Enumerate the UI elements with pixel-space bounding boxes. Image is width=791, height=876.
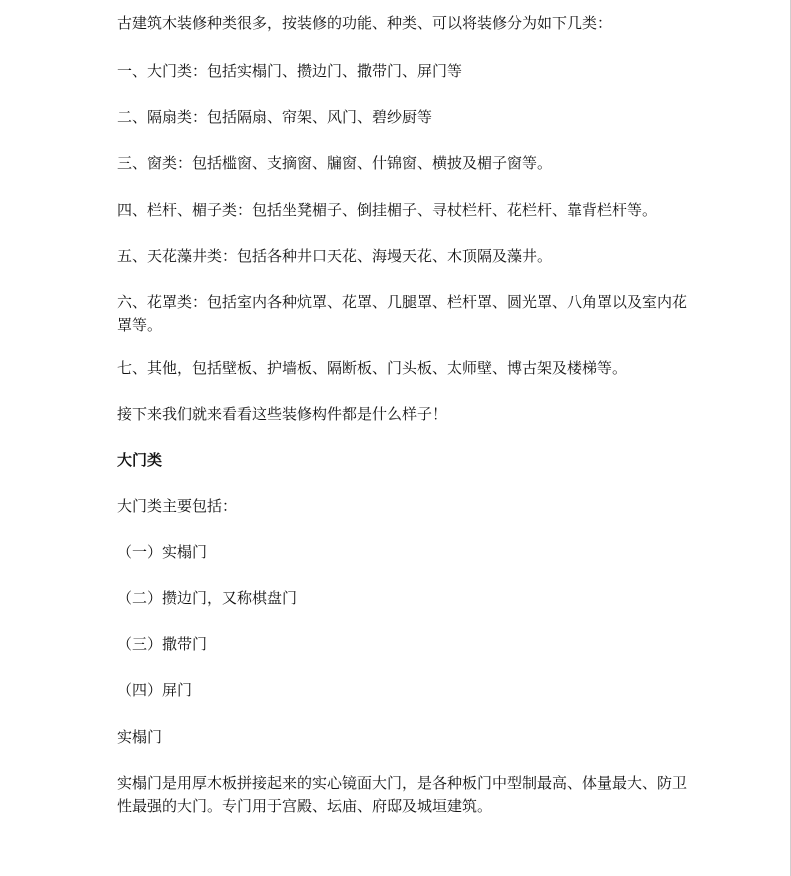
category-item: 四、栏杆、楣子类：包括坐凳楣子、倒挂楣子、寻杖栏杆、花栏杆、靠背栏杆等。 (117, 201, 658, 219)
door-type-item: （一）实榻门 (117, 543, 208, 561)
section-heading: 大门类 (117, 451, 163, 469)
subheading: 实榻门 (117, 728, 163, 746)
category-item: 六、花罩类：包括室内各种炕罩、花罩、几腿罩、栏杆罩、圆光罩、八角罩以及室内花罩等。 (117, 293, 688, 334)
category-item: 三、窗类：包括槛窗、支摘窗、牖窗、什锦窗、横披及楣子窗等。 (117, 154, 553, 172)
door-type-item: （三）撒带门 (117, 635, 208, 653)
category-item: 一、大门类：包括实榻门、攒边门、撒带门、屏门等 (117, 62, 463, 80)
door-type-item: （二）攒边门，又称棋盘门 (117, 589, 298, 607)
lead-in-paragraph: 接下来我们就来看看这些装修构件都是什么样子！ (117, 405, 448, 423)
category-item: 五、天花藻井类：包括各种井口天花、海墁天花、木顶隔及藻井。 (117, 247, 553, 265)
intro-paragraph: 古建筑木装修种类很多，按装修的功能、种类、可以将装修分为如下几类： (117, 14, 613, 32)
category-item: 七、其他，包括壁板、护墙板、隔断板、门头板、太师壁、博古架及楼梯等。 (117, 359, 628, 377)
section-intro: 大门类主要包括： (117, 497, 238, 515)
category-item: 二、隔扇类：包括隔扇、帘架、风门、碧纱厨等 (117, 108, 433, 126)
door-type-item: （四）屏门 (117, 681, 193, 699)
description-paragraph: 实榻门是用厚木板拼接起来的实心镜面大门，是各种板门中型制最高、体量最大、防卫性最强的大门。专门用于宫殿、坛庙、府邸及城垣建筑。 (117, 774, 688, 815)
